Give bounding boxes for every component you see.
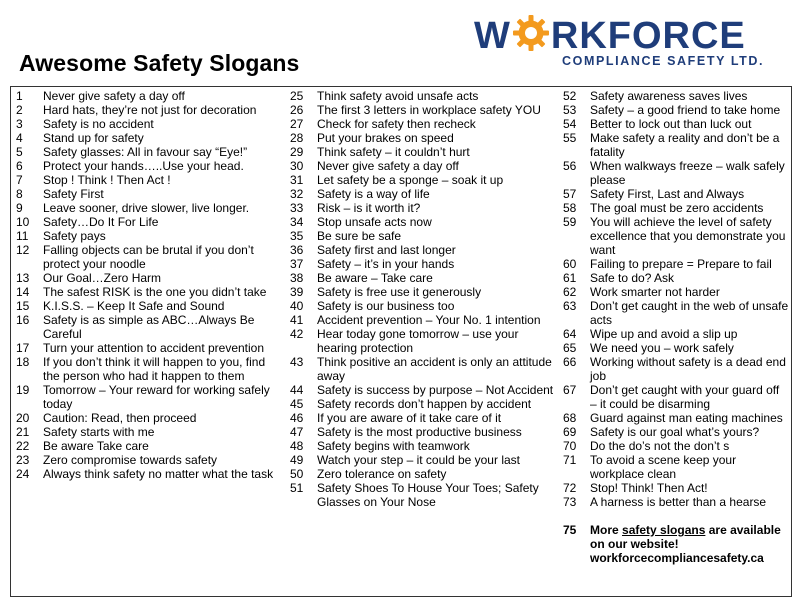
- slogan-item: [290, 159, 556, 173]
- slogan-number: 2: [16, 103, 23, 117]
- slogan-text: Safety – it’s in your hands: [317, 257, 455, 271]
- slogan-number: 19: [16, 383, 30, 397]
- slogan-number: 56: [563, 159, 577, 173]
- slogan-item: [563, 159, 789, 187]
- slogan-text: Stand up for safety: [43, 131, 144, 145]
- logo-wordmark: [474, 14, 746, 57]
- more-text-before: More: [590, 523, 623, 537]
- slogan-item: [290, 383, 556, 397]
- slogan-text: You will achieve the level of safety excellence that you demonstrate you want: [590, 215, 786, 257]
- slogan-item: [16, 159, 282, 173]
- slogan-item: [16, 425, 282, 439]
- slogan-item: [16, 299, 282, 313]
- slogan-item: [563, 215, 789, 257]
- slogan-item: [563, 425, 789, 439]
- slogan-text: The first 3 letters in workplace safety YOU: [317, 103, 541, 117]
- slogan-text: Be aware – Take care: [317, 271, 433, 285]
- slogan-number: 3: [16, 117, 23, 131]
- slogan-text: Caution: Read, then proceed: [43, 411, 197, 425]
- slogan-item: [16, 439, 282, 453]
- slogan-item: [290, 313, 556, 327]
- slogan-number: 72: [563, 481, 577, 495]
- slogan-text: Don’t get caught with your guard off – it could be disarming: [590, 383, 780, 411]
- slogan-text: Protect your hands…..Use your head.: [43, 159, 244, 173]
- slogan-text: Working without safety is a dead end job: [590, 355, 786, 383]
- slogan-item: [290, 89, 556, 103]
- slogan-item: [563, 383, 789, 411]
- slogan-number: 46: [290, 411, 304, 425]
- slogan-item: [563, 131, 789, 159]
- slogan-item: [563, 439, 789, 453]
- slogan-number: 59: [563, 215, 577, 229]
- slogan-text: Think positive an accident is only an attitude away: [317, 355, 552, 383]
- slogan-number: 68: [563, 411, 577, 425]
- slogan-text: Think safety – it couldn’t hurt: [317, 145, 470, 159]
- slogan-item: [290, 453, 556, 467]
- slogan-text: To avoid a scene keep your workplace clean: [590, 453, 737, 481]
- slogan-text: Don’t get caught in the web of unsafe acts: [590, 299, 789, 327]
- slogan-number: 47: [290, 425, 304, 439]
- slogan-text: Falling objects can be brutal if you don’t protect your noodle: [43, 243, 254, 271]
- slogan-text: Safety first and last longer: [317, 243, 456, 257]
- slogan-item: [290, 411, 556, 425]
- slogan-text: Guard against man eating machines: [590, 411, 783, 425]
- slogan-text: Watch your step – it could be your last: [317, 453, 520, 467]
- slogan-number: 51: [290, 481, 304, 495]
- slogan-text: Our Goal…Zero Harm: [43, 271, 162, 285]
- slogan-number: 73: [563, 495, 577, 509]
- slogan-item: [290, 467, 556, 481]
- slogan-text: Never give safety a day off: [43, 89, 185, 103]
- slogan-text: Put your brakes on speed: [317, 131, 454, 145]
- slogan-number: 32: [290, 187, 304, 201]
- logo-letter-w: W: [474, 15, 511, 57]
- slogan-number: 62: [563, 285, 577, 299]
- slogan-number: 65: [563, 341, 577, 355]
- slogan-item: [563, 89, 789, 103]
- slogan-item: [563, 187, 789, 201]
- slogan-item: [563, 257, 789, 271]
- slogan-text: Safety Shoes To House Your Toes; Safety Glasses on Your Nose: [317, 481, 539, 509]
- slogan-text: Safety awareness saves lives: [590, 89, 748, 103]
- slogan-number: 54: [563, 117, 577, 131]
- slogan-text: Do the do’s not the don’t s: [590, 439, 730, 453]
- slogan-number: 53: [563, 103, 577, 117]
- slogan-number: 40: [290, 299, 304, 313]
- slogan-item: [563, 271, 789, 285]
- slogan-number: 48: [290, 439, 304, 453]
- slogan-number: 34: [290, 215, 304, 229]
- slogan-number: 37: [290, 257, 304, 271]
- slogan-number: 41: [290, 313, 304, 327]
- slogan-item: [16, 187, 282, 201]
- slogan-item: [563, 103, 789, 117]
- slogan-item: [16, 383, 282, 411]
- slogan-item: [16, 215, 282, 229]
- slogan-item: [16, 117, 282, 131]
- slogan-text: Safety pays: [43, 229, 106, 243]
- slogan-number: 42: [290, 327, 304, 341]
- slogan-item: [290, 425, 556, 439]
- slogan-item: [16, 271, 282, 285]
- slogan-number: 23: [16, 453, 30, 467]
- slogan-item: [16, 453, 282, 467]
- slogan-number: 28: [290, 131, 304, 145]
- slogan-number: 14: [16, 285, 30, 299]
- slogan-number: 63: [563, 299, 577, 313]
- slogan-item: [16, 355, 282, 383]
- more-text: [590, 523, 789, 565]
- slogan-number: 58: [563, 201, 577, 215]
- slogan-number: 39: [290, 285, 304, 299]
- slogan-text: If you don’t think it will happen to you, find the person who had it happen to them: [43, 355, 266, 383]
- slogan-text: Safety is a way of life: [317, 187, 430, 201]
- slogan-number: 17: [16, 341, 30, 355]
- slogan-item: [563, 341, 789, 355]
- slogan-number: 45: [290, 397, 304, 411]
- slogan-text: Safety First: [43, 187, 104, 201]
- slogan-text: Think safety avoid unsafe acts: [317, 89, 479, 103]
- slogan-text: Be sure be safe: [317, 229, 402, 243]
- slogan-number: 61: [563, 271, 577, 285]
- slogan-item: [16, 173, 282, 187]
- slogan-text: Make safety a reality and don’t be a fatality: [590, 131, 780, 159]
- slogan-text: Work smarter not harder: [590, 285, 720, 299]
- slogan-item: [290, 439, 556, 453]
- more-slogans-note: [563, 523, 789, 565]
- slogan-text: A harness is better than a hearse: [590, 495, 767, 509]
- slogan-item: [290, 103, 556, 117]
- slogan-text: Turn your attention to accident prevention: [43, 341, 265, 355]
- slogan-text: We need you – work safely: [590, 341, 734, 355]
- slogan-text: The safest RISK is the one you didn’t take: [43, 285, 267, 299]
- slogan-text: Safety starts with me: [43, 425, 155, 439]
- slogan-item: [290, 257, 556, 271]
- slogan-item: [16, 103, 282, 117]
- logo-tagline: COMPLIANCE SAFETY LTD.: [562, 54, 765, 68]
- slogan-text: When walkways freeze – walk safely please: [590, 159, 785, 187]
- slogan-text: Check for safety then recheck: [317, 117, 476, 131]
- slogan-text: Zero tolerance on safety: [317, 467, 447, 481]
- slogan-number: 38: [290, 271, 304, 285]
- slogan-item: [16, 285, 282, 299]
- slogan-text: Be aware Take care: [43, 439, 149, 453]
- slogan-number: 7: [16, 173, 23, 187]
- slogan-number: 24: [16, 467, 30, 481]
- slogan-item: [290, 481, 556, 509]
- slogan-text: Stop! Think! Then Act!: [590, 481, 708, 495]
- slogan-number: 22: [16, 439, 30, 453]
- slogan-text: Always think safety no matter what the task: [43, 467, 274, 481]
- slogan-number: 8: [16, 187, 23, 201]
- slogan-number: 36: [290, 243, 304, 257]
- slogan-text: Safety is our goal what’s yours?: [590, 425, 760, 439]
- slogan-number: 64: [563, 327, 577, 341]
- slogan-text: Safety is our business too: [317, 299, 455, 313]
- slogan-number: 52: [563, 89, 577, 103]
- slogan-item: [563, 411, 789, 425]
- slogan-text: Stop ! Think ! Then Act !: [43, 173, 171, 187]
- slogan-number: 21: [16, 425, 30, 439]
- slogan-text: Safety begins with teamwork: [317, 439, 470, 453]
- slogan-item: [563, 481, 789, 495]
- page-title: Awesome Safety Slogans: [19, 50, 300, 76]
- slogan-item: [290, 355, 556, 383]
- slogan-item: [16, 145, 282, 159]
- slogan-text: Safety…Do It For Life: [43, 215, 159, 229]
- slogan-item: [290, 327, 556, 355]
- slogan-number: 25: [290, 89, 304, 103]
- slogan-text: Hear today gone tomorrow – use your hearing protection: [317, 327, 519, 355]
- slogan-number: 1: [16, 89, 23, 103]
- slogan-item: [563, 201, 789, 215]
- slogan-item: [290, 187, 556, 201]
- slogan-text: Better to lock out than luck out: [590, 117, 752, 131]
- slogan-item: [563, 453, 789, 481]
- slogan-item: [290, 243, 556, 257]
- slogan-number: 16: [16, 313, 30, 327]
- slogan-item: [290, 271, 556, 285]
- slogan-item: [290, 215, 556, 229]
- slogan-number: 5: [16, 145, 23, 159]
- slogan-text: Safety glasses: All in favour say “Eye!”: [43, 145, 248, 159]
- slogan-item: [290, 397, 556, 411]
- slogan-text: If you are aware of it take care of it: [317, 411, 502, 425]
- logo-letters-rkforce: RKFORCE: [550, 15, 746, 57]
- slogan-number: 11: [16, 229, 29, 243]
- slogans-column-3: [563, 89, 789, 565]
- slogan-text: Safety records don’t happen by accident: [317, 397, 532, 411]
- slogan-item: [290, 229, 556, 243]
- slogan-item: [290, 173, 556, 187]
- slogan-text: Safety is the most productive business: [317, 425, 522, 439]
- slogan-number: 9: [16, 201, 23, 215]
- slogan-number: 15: [16, 299, 30, 313]
- slogan-text: The goal must be zero accidents: [590, 201, 764, 215]
- slogan-number: 12: [16, 243, 30, 257]
- slogan-number: 30: [290, 159, 304, 173]
- slogan-text: Wipe up and avoid a slip up: [590, 327, 738, 341]
- slogan-text: Hard hats, they’re not just for decoration: [43, 103, 257, 117]
- workforce-logo: [474, 14, 784, 72]
- slogan-text: Safe to do? Ask: [590, 271, 675, 285]
- slogan-item: [563, 355, 789, 383]
- slogan-number: 35: [290, 229, 304, 243]
- slogan-text: Safety First, Last and Always: [590, 187, 745, 201]
- slogan-item: [290, 117, 556, 131]
- slogan-number: 33: [290, 201, 304, 215]
- slogan-number: 20: [16, 411, 30, 425]
- slogan-number: 26: [290, 103, 304, 117]
- slogan-text: Safety is success by purpose – Not Accident: [317, 383, 554, 397]
- slogan-item: [16, 341, 282, 355]
- slogan-text: Let safety be a sponge – soak it up: [317, 173, 504, 187]
- slogan-text: Stop unsafe acts now: [317, 215, 432, 229]
- slogans-column-1: [16, 89, 282, 481]
- slogan-item: [290, 131, 556, 145]
- slogan-text: Safety is no accident: [43, 117, 154, 131]
- slogan-number: 71: [563, 453, 577, 467]
- slogan-number: 27: [290, 117, 304, 131]
- slogan-text: Zero compromise towards safety: [43, 453, 218, 467]
- more-number: 75: [563, 523, 577, 537]
- slogan-number: 55: [563, 131, 577, 145]
- slogan-number: 44: [290, 383, 304, 397]
- more-text-after: are available on our website!: [590, 523, 781, 551]
- slogan-number: 50: [290, 467, 304, 481]
- slogan-item: [290, 299, 556, 313]
- slogan-item: [290, 145, 556, 159]
- slogan-item: [290, 201, 556, 215]
- slogan-item: [563, 285, 789, 299]
- slogans-column-2: [290, 89, 556, 509]
- slogan-text: Safety is as simple as ABC…Always Be Careful: [43, 313, 255, 341]
- slogan-number: 57: [563, 187, 577, 201]
- slogan-number: 10: [16, 215, 30, 229]
- slogan-item: [290, 285, 556, 299]
- slogan-number: 69: [563, 425, 577, 439]
- slogan-number: 6: [16, 159, 23, 173]
- slogan-text: Leave sooner, drive slower, live longer.: [43, 201, 250, 215]
- slogan-item: [16, 229, 282, 243]
- slogan-text: Risk – is it worth it?: [317, 201, 421, 215]
- slogan-text: Tomorrow – Your reward for working safely today: [43, 383, 270, 411]
- slogan-item: [563, 327, 789, 341]
- slogan-number: 13: [16, 271, 30, 285]
- gear-icon: [512, 14, 550, 52]
- slogan-number: 18: [16, 355, 30, 369]
- slogan-item: [16, 411, 282, 425]
- slogan-item: [16, 89, 282, 103]
- slogan-number: 66: [563, 355, 577, 369]
- slogan-number: 60: [563, 257, 577, 271]
- slogan-item: [16, 201, 282, 215]
- slogan-text: Safety – a good friend to take home: [590, 103, 781, 117]
- slogan-number: 67: [563, 383, 577, 397]
- slogan-text: Accident prevention – Your No. 1 intention: [317, 313, 541, 327]
- website-link[interactable]: workforcecompliancesafety.ca: [590, 551, 764, 565]
- slogan-item: [16, 131, 282, 145]
- slogan-number: 29: [290, 145, 304, 159]
- slogan-number: 4: [16, 131, 23, 145]
- safety-slogans-link[interactable]: safety slogans: [622, 523, 706, 537]
- slogan-text: Failing to prepare = Prepare to fail: [590, 257, 772, 271]
- slogan-item: [16, 313, 282, 341]
- slogan-number: 70: [563, 439, 577, 453]
- slogan-text: K.I.S.S. – Keep It Safe and Sound: [43, 299, 225, 313]
- slogan-item: [563, 117, 789, 131]
- slogan-item: [16, 243, 282, 271]
- slogan-item: [16, 467, 282, 481]
- slogan-number: 43: [290, 355, 304, 369]
- slogan-text: Never give safety a day off: [317, 159, 459, 173]
- slogan-number: 31: [290, 173, 304, 187]
- slogan-number: 49: [290, 453, 304, 467]
- slogan-item: [563, 299, 789, 327]
- slogan-item: [563, 495, 789, 509]
- slogan-text: Safety is free use it generously: [317, 285, 482, 299]
